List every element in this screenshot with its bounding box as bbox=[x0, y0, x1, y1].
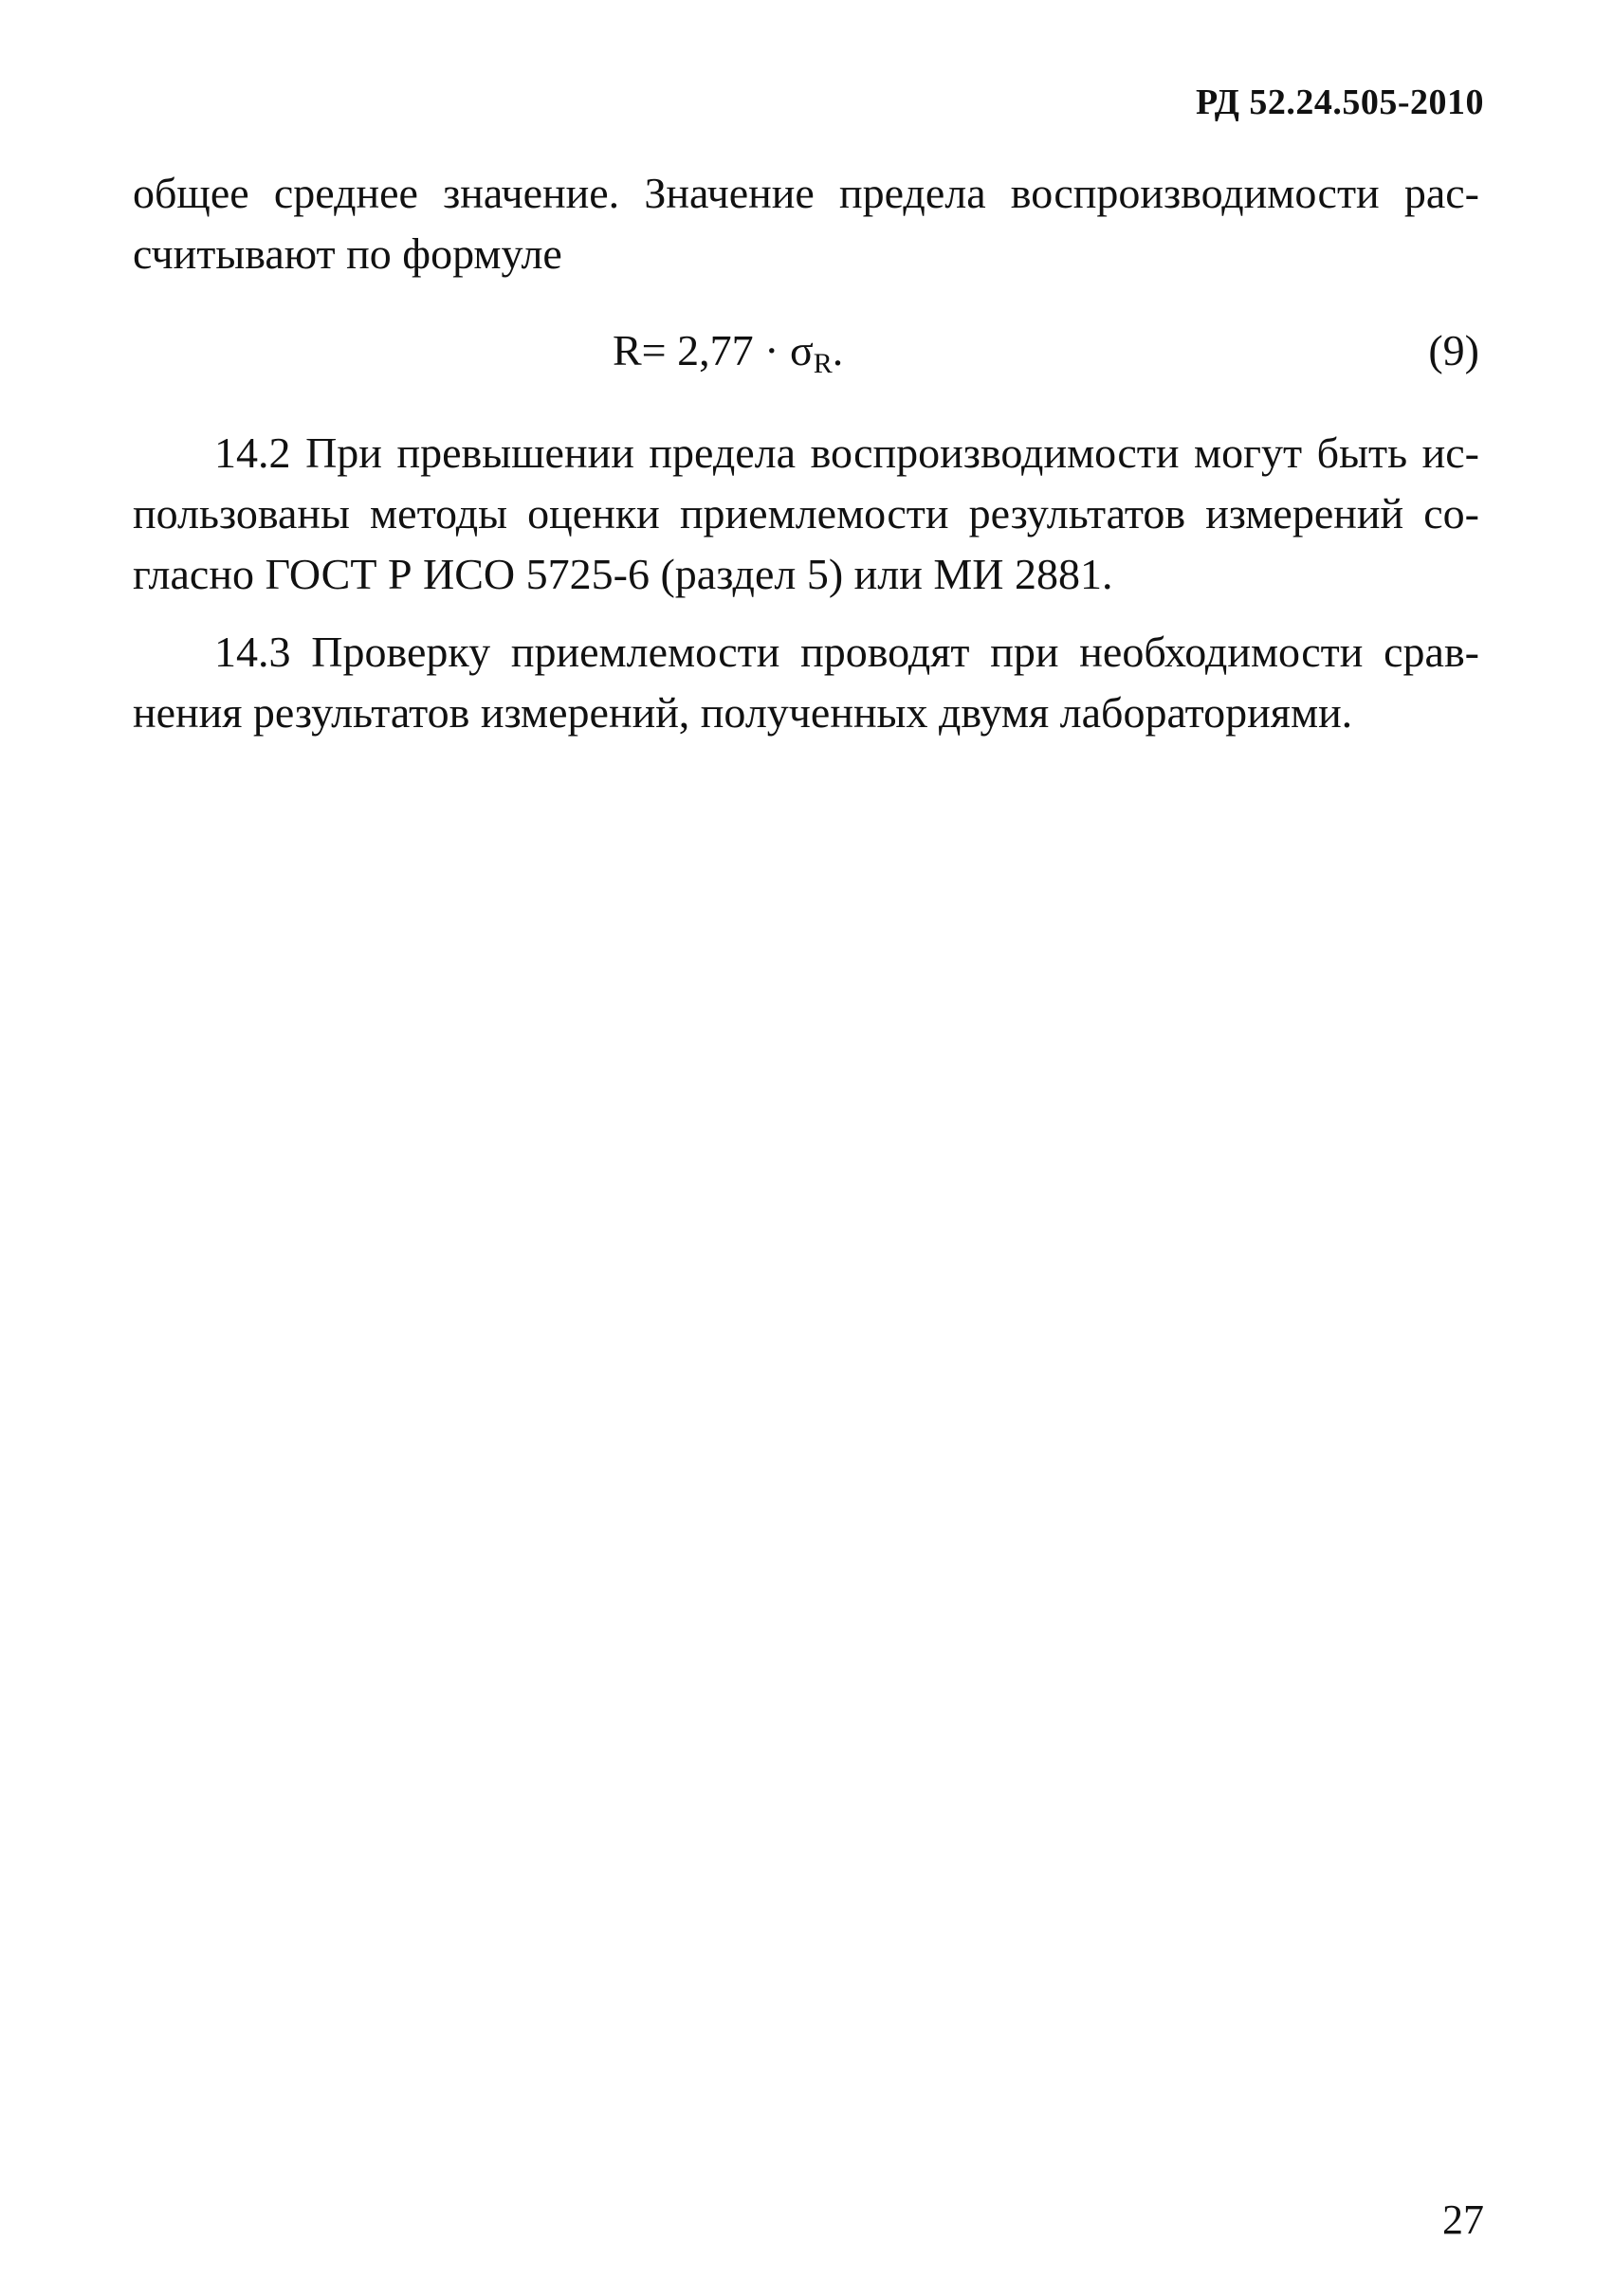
paragraph-line: 14.3 Проверку приемлемости проводят при необходимости срав- bbox=[214, 628, 1479, 676]
paragraph-14-2 bbox=[133, 423, 1479, 605]
paragraph-line: пользованы методы оценки приемлемости результатов измерений со- bbox=[133, 489, 1479, 538]
formula-number: (9) bbox=[1428, 326, 1479, 374]
paragraph-line: считывают по формуле bbox=[133, 229, 562, 278]
formula-subscript: R bbox=[813, 348, 833, 379]
page-number: 27 bbox=[1442, 2196, 1484, 2243]
paragraph-continuation bbox=[133, 163, 1479, 284]
formula-row bbox=[133, 320, 1479, 381]
formula-tail: . bbox=[832, 326, 844, 374]
document-code: РД 52.24.505-2010 bbox=[1196, 82, 1484, 122]
paragraph-line: общее среднее значение. Значение предела воспроизводимости рас- bbox=[133, 169, 1479, 217]
paragraph-line: гласно ГОСТ Р ИСО 5725-6 (раздел 5) или МИ 2881. bbox=[133, 550, 1113, 598]
paragraph-line: нения результатов измерений, полученных двумя лабораториями. bbox=[133, 688, 1353, 737]
paragraph-14-3 bbox=[133, 622, 1479, 743]
paragraph-line: 14.2 При превышении предела воспроизводимости могут быть ис- bbox=[214, 428, 1479, 477]
reproducibility-formula bbox=[613, 320, 843, 381]
formula-main: R= 2,77 · σ bbox=[613, 326, 814, 374]
